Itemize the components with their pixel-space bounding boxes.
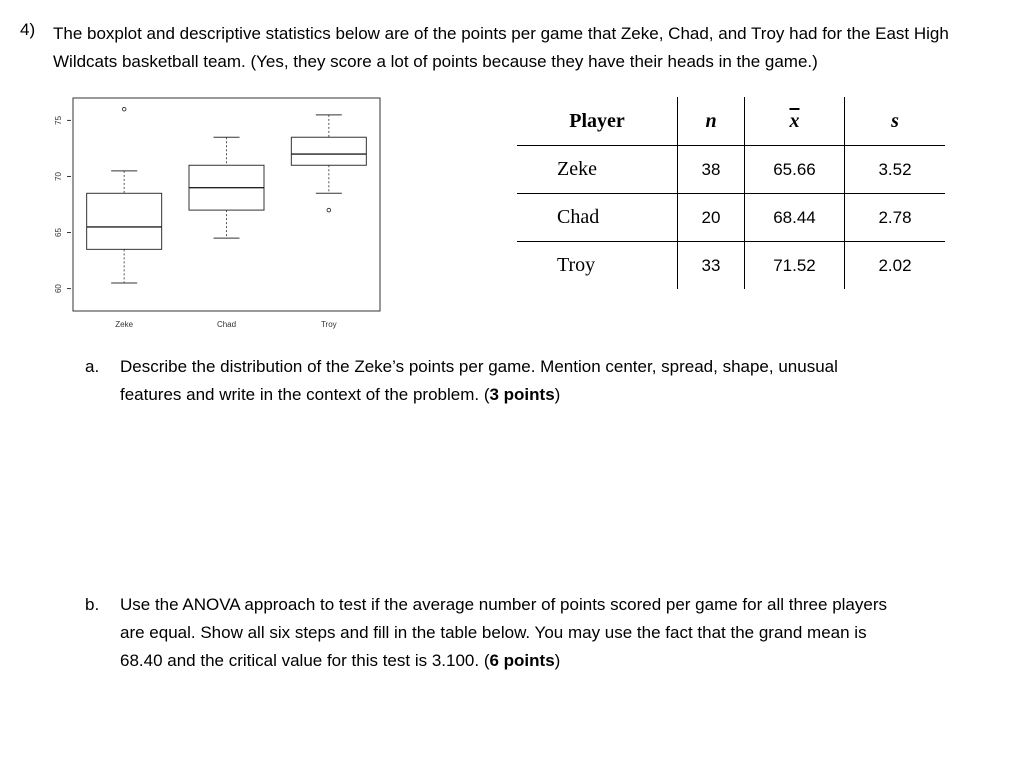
cell-sd: 3.52 [845,146,946,194]
question-number: 4) [20,20,36,39]
part-b-line3 [120,647,887,675]
x-category-label: Troy [320,320,337,329]
cell-n: 20 [678,194,745,242]
cell-mean: 71.52 [745,242,845,290]
part-b-line2: are equal. Show all six steps and fill in the table below. You may use the fact that the grand mean is [120,623,867,642]
cell-player: Troy [517,242,678,290]
cell-n: 38 [678,146,745,194]
table-row [517,194,945,242]
part-a-line2-text: features and write in the context of the problem. ( [120,385,490,404]
box-iqr [87,193,162,249]
header-n: n [678,97,745,146]
cell-sd: 2.02 [845,242,946,290]
box-iqr [291,137,366,165]
part-a-label: a. [85,357,100,376]
part-b-label: b. [85,595,100,614]
question-text: The boxplot and descriptive statistics below are of the points per game that Zeke, Chad, and Troy had for the East High Wildcats basketball team. (Yes, they score a lot of points because they have their heads in the game.) [53,24,949,71]
part-b-text [120,591,887,675]
part-a-line2 [120,381,838,409]
cell-player: Chad [517,194,678,242]
header-player: Player [569,109,625,132]
y-tick-label: 75 [54,115,64,125]
header-mean-symbol: $\overline{x}$ [789,109,800,132]
boxplot-chart [40,88,400,338]
header-mean [745,97,845,146]
y-tick-label: 60 [54,284,64,294]
part-b-close-paren: ) [554,651,561,670]
boxplot-svg [40,88,400,338]
part-a-points: 3 points [489,385,555,404]
part-a-text [120,353,838,409]
part-a-close-paren: ) [554,385,561,404]
cell-player: Zeke [517,146,678,194]
part-b-points: 6 points [489,651,555,670]
table-row [517,146,945,194]
cell-sd: 2.78 [845,194,946,242]
part-b-line1: Use the ANOVA approach to test if the average number of points scored per game for all three players [120,595,887,614]
x-category-label: Chad [216,320,237,329]
y-tick-label: 70 [54,172,64,181]
header-sd: s [845,97,946,146]
outlier-point [327,208,331,212]
part-a-line1: Describe the distribution of the Zeke’s points per game. Mention center, spread, shape, unusual [120,357,838,376]
outlier-point [122,107,126,111]
y-tick-label: 65 [54,228,64,237]
part-b-line3-text: 68.40 and the critical value for this test is 3.100. ( [120,651,490,670]
cell-mean: 65.66 [745,146,845,194]
table-row [517,242,945,290]
cell-mean: 68.44 [745,194,845,242]
cell-n: 33 [678,242,745,290]
stats-table [517,97,945,289]
x-category-label: Zeke [115,320,134,329]
stats-table-header-row [517,97,945,146]
